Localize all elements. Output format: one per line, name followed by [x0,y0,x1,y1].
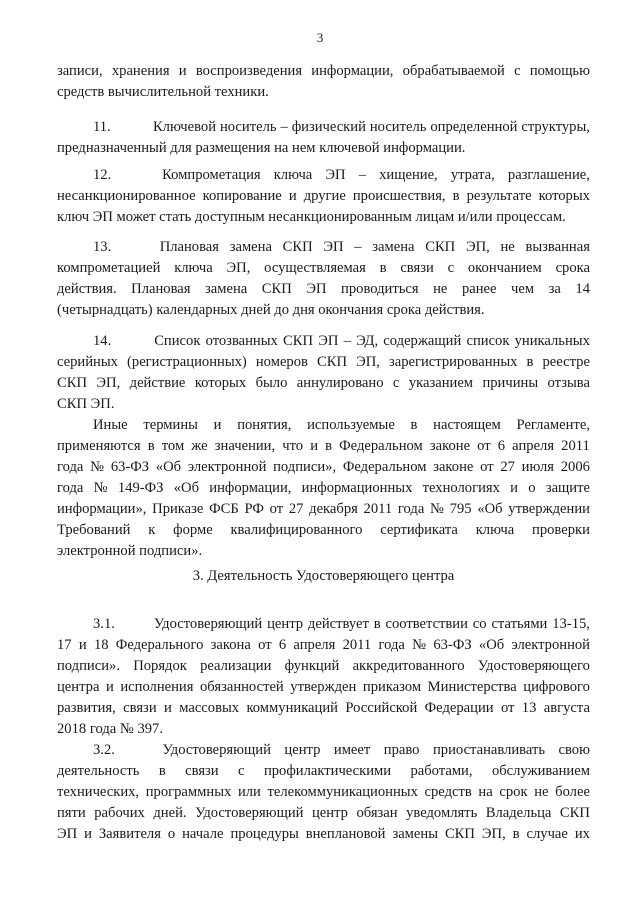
word: вызванная [525,239,590,255]
word: Министерства [427,679,517,695]
word: обрабатываемой [402,63,505,79]
word: 2011 [342,637,372,653]
word: с [447,260,455,276]
word: – [343,333,351,349]
word: Компрометация [162,167,261,183]
word: Федерального [115,637,204,653]
word: со [472,616,487,632]
text-line [57,741,590,760]
word: носитель [369,119,427,135]
word: значении, [214,438,276,454]
word: функций [284,658,340,674]
word: от [269,501,284,517]
word: законе [429,438,471,454]
word: не [433,281,448,297]
word: – [358,167,366,183]
word: замены [392,826,439,842]
word: утверждении [508,501,590,517]
word: года [378,637,405,653]
text-line [57,804,590,823]
word: развития, [57,700,116,716]
word: с [238,763,245,779]
word: законе [433,459,474,475]
word: Ключевой [152,119,217,135]
word: содержащий [383,333,462,349]
word: ключа [174,260,213,276]
word: номеров [255,354,308,370]
word: реализации [200,658,272,674]
word: в [526,354,534,370]
word: помощью [529,63,590,79]
word: связи [400,260,434,276]
word: Российской [345,700,418,716]
word: было [255,375,288,391]
word: структуры, [521,119,590,135]
word: дней. [153,805,187,821]
word: СКП [425,239,456,255]
word: за [548,281,561,297]
word: действует [307,616,369,632]
word: СКП [444,826,475,842]
word: Список [154,333,201,349]
item-number: 3.1. [93,616,115,632]
word: Плановая [131,281,191,297]
word: связи [123,700,157,716]
word: обязан [356,805,398,821]
word: используемые [307,417,395,433]
word: информации, [311,63,394,79]
word: СКП [316,354,347,370]
word: термины [143,417,198,433]
word: 14 [575,281,590,297]
word: закона [210,637,251,653]
word: срок [499,784,528,800]
word: 2011 [363,501,393,517]
word: апреля [512,438,555,454]
word: Порядок [133,658,187,674]
word: 18 [93,637,109,653]
word: Заявителя [98,826,161,842]
word: электронной [187,459,267,475]
text-line [57,615,590,634]
word: 6 [278,637,287,653]
word: замена [229,239,272,255]
line-text: предназначенный для размещения на нем ключевой информации. [57,140,466,156]
text-line [57,166,590,185]
word: профилактическими [263,763,392,779]
word: в [373,616,381,632]
word: 795 [449,501,472,517]
word: центр [311,805,348,821]
word: с [514,63,521,79]
item-number: 11. [93,119,111,135]
word: и [310,438,319,454]
word: ЭП [306,281,327,297]
word: года [397,501,425,517]
word: хищение, [379,167,438,183]
word: внеплановой [305,826,386,842]
word: защите [545,480,590,496]
word: том [161,438,185,454]
word: носитель [219,119,277,135]
item-number: 14. [93,333,112,349]
word: статьями [491,616,548,632]
page-number: 3 [316,30,324,45]
word: окончанием [467,260,542,276]
word: рабочих [94,805,145,821]
text-line [57,118,590,137]
word: записи, [57,63,103,79]
word: работами, [410,763,473,779]
word: Удостоверяющий [153,616,263,632]
word: квалифицированного [230,522,363,538]
text-line [57,783,590,802]
word: центр [284,742,321,758]
word: Федеральном [339,438,423,454]
word: № [93,480,108,496]
word: «Об [173,480,199,496]
word: и [105,679,114,695]
text-line [57,187,590,206]
word: ФСБ [209,501,239,517]
word: в [158,763,166,779]
item-number: 12. [93,167,112,183]
word: указанием [408,375,474,391]
word: имеет [333,742,371,758]
word: № [90,459,105,475]
word: приказом [362,679,422,695]
word: которых [194,375,247,391]
word: сертификата [380,522,458,538]
word: от [500,700,515,716]
word: и [178,63,187,79]
word: 149-ФЗ [117,480,164,496]
word: 63-ФЗ [433,637,472,653]
word: уникальных [514,333,590,349]
word: Федеральном [342,459,427,475]
text-line [57,657,590,676]
word: форме [173,522,213,538]
word: и [510,480,518,496]
word: декабря [309,501,358,517]
word: в [512,826,520,842]
word: Приказе [152,501,204,517]
word: отзыва [547,375,590,391]
word: и [84,826,92,842]
word: которых [538,188,590,204]
text-line [57,83,590,102]
word: телекоммуникационных [267,784,418,800]
word: начале [182,826,224,842]
word: что [282,438,304,454]
word: электронной [511,637,590,653]
word: ЭП, [465,239,490,255]
word: 13-15, [552,616,590,632]
word: утрата, [450,167,495,183]
word: свою [558,742,590,758]
word: и [78,637,87,653]
word: года [57,459,84,475]
word: информации, [209,480,292,496]
word: года [57,480,84,496]
text-line [57,636,590,655]
word: обязанностей [200,679,284,695]
word: результате [466,188,532,204]
word: список [466,333,510,349]
word: действия. [57,281,117,297]
word: (регистрационных) [127,354,247,370]
word: и [213,417,222,433]
word: компрометацией [57,260,161,276]
text-line [57,825,590,844]
word: 2006 [560,459,590,475]
text-line [57,353,590,372]
word: ЭП, [356,354,380,370]
word: технических, [57,784,140,800]
text-line [57,395,590,414]
word: 6 [497,438,506,454]
word: срока [555,260,590,276]
word: Плановая [159,239,219,255]
word: проводиться [341,281,419,297]
line-text: СКП ЭП. [57,396,115,412]
word: не [500,239,515,255]
word: обслуживанием [491,763,590,779]
word: пяти [57,805,86,821]
word: СКП [57,375,88,391]
word: разглашение, [507,167,590,183]
word: физический [291,119,366,135]
text-line [57,521,590,540]
word: № [412,637,427,653]
word: 63-ФЗ [110,459,150,475]
word: 17 [57,637,72,653]
word: коммуникаций [246,700,338,716]
word: замена [205,281,248,297]
word: ключа [273,167,313,183]
text-line [57,678,590,697]
word: исполнения [120,679,194,695]
word: «Об [477,501,503,517]
text-line [57,62,590,81]
word: СКП [282,239,313,255]
word: деятельность [57,763,140,779]
word: к [148,522,156,538]
word: программных [145,784,232,800]
word: процедуры [230,826,299,842]
word: на [478,784,493,800]
word: Регламенте, [516,417,590,433]
word: их [574,826,590,842]
text-line [57,479,590,498]
word: другие [303,188,346,204]
word: применяются [57,438,141,454]
line-text: электронной подписи». [57,543,203,559]
word: 2011 [561,438,590,454]
word: в [379,260,387,276]
word: и [288,188,297,204]
text-line [57,542,590,561]
word: аккредитованного [352,658,465,674]
word: цифрового [523,679,590,695]
word: причины [482,375,539,391]
word: проверки [532,522,590,538]
word: средств [424,784,472,800]
word: информации», [57,501,147,517]
text-line [57,301,590,320]
word: августа [543,700,590,716]
word: технологиях [422,480,500,496]
word: воспроизведения [195,63,303,79]
text-line [57,416,590,435]
word: массовых [179,700,240,716]
line-text: ключ ЭП может стать доступным несанкционированным лицам и/или процессам. [57,209,566,225]
word: ЭП, [96,375,121,391]
word: июля [521,459,555,475]
word: 27 [500,459,515,475]
word: Владельца [485,805,552,821]
word: РФ [244,501,264,517]
word: случае [526,826,568,842]
word: ЭП [325,167,346,183]
word: осуществляемая [264,260,366,276]
word: в [325,438,333,454]
text-line [57,699,590,718]
word: и [164,700,172,716]
word: СКП [261,281,292,297]
word: Федерации [424,700,494,716]
word: реестре [542,354,590,370]
word: в [452,188,460,204]
line-text: 2018 года № 397. [57,721,163,737]
word: № [430,501,444,517]
word: Удостоверяющего [477,658,590,674]
word: утвержден [290,679,357,695]
word: определенной [430,119,518,135]
word: о [528,480,536,496]
word: же [191,438,208,454]
word: уведомлять [406,805,478,821]
word: отозванных [205,333,278,349]
word: ключа [475,522,515,538]
word: СКП [559,805,590,821]
word: ранее [461,281,497,297]
text-line [57,720,590,739]
word: от [477,438,491,454]
text-line [57,437,590,456]
word: действие [129,375,186,391]
word: с [392,375,400,391]
text-line [57,374,590,393]
word: несанкционированное [57,188,196,204]
word: аннулировано [296,375,384,391]
word: Удостоверяющий [162,742,271,758]
word: в [410,417,418,433]
word: центр [267,616,304,632]
word: понятия, [237,417,292,433]
line-text: (четырнадцать) календарных дней до дня окончания срока действия. [57,302,485,318]
word: не [534,784,549,800]
word: Требований [57,522,131,538]
word: – [280,119,288,135]
line-text: средств вычислительной техники. [57,84,269,100]
word: о [167,826,176,842]
word: ЭП [57,826,78,842]
word: центра [57,679,100,695]
word: замена [372,239,415,255]
word: от [258,637,272,653]
word: ЭП [323,239,344,255]
word: «Об [478,637,505,653]
word: чем [511,281,535,297]
word: хранения [111,63,170,79]
word: происшествия, [352,188,446,204]
text-line [57,208,590,227]
text-line [57,762,590,781]
word: Удостоверяющий [195,805,304,821]
word: 13 [521,700,537,716]
word: «Об [155,459,182,475]
word: ЭП [318,333,339,349]
word: связи [185,763,219,779]
word: копирование [202,188,282,204]
word: 27 [288,501,304,517]
word: от [480,459,494,475]
word: Иные [93,417,128,433]
word: или [237,784,261,800]
section-heading: 3. Деятельность Удостоверяющего центра [192,568,455,584]
word: более [555,784,590,800]
word: ЭД, [356,333,379,349]
word: серийных [57,354,118,370]
word: ЭП, [481,826,506,842]
word: ЭП, [226,260,251,276]
word: подписи». [57,658,120,674]
item-number: 3.2. [93,742,115,758]
word: апреля [293,637,336,653]
word: настоящем [433,417,501,433]
word: соответствии [385,616,468,632]
text-line [57,238,590,257]
text-line [57,139,590,158]
word: приостанавливать [433,742,545,758]
word: подписи», [273,459,337,475]
text-line [57,280,590,299]
text-line [57,500,590,519]
word: зарегистрированных [388,354,518,370]
item-number: 13. [93,239,112,255]
word: информационных [301,480,413,496]
word: – [354,239,362,255]
text-line [57,332,590,351]
word: право [383,742,420,758]
word: в [147,438,155,454]
word: СКП [283,333,314,349]
text-line [57,259,590,278]
text-line [57,458,590,477]
